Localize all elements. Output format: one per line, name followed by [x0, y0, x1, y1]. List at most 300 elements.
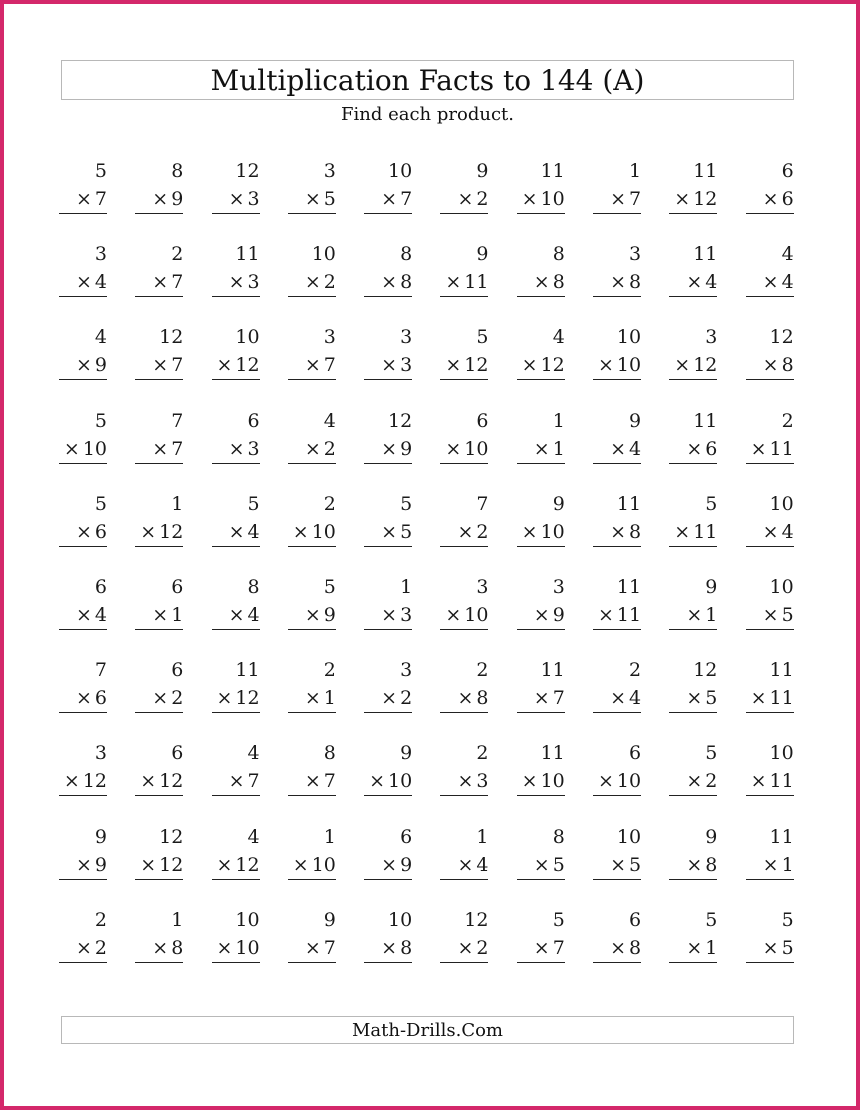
times-sign: × [762, 188, 779, 210]
multiplication-problem [364, 240, 412, 323]
multiplicand: 3 [400, 326, 413, 349]
times-sign: × [610, 936, 626, 959]
times-sign: × [381, 853, 398, 876]
multiplier-line [212, 268, 260, 297]
times-sign: × [521, 520, 538, 543]
multiplicand: 1 [171, 908, 184, 931]
multiplier-line [135, 684, 183, 713]
multiplier: 4 [94, 603, 107, 626]
multiplier: 10 [616, 354, 642, 377]
multiplication-problem [364, 739, 412, 822]
times-sign: × [597, 603, 614, 626]
multiplier: 7 [171, 437, 184, 460]
multiplicand: 11 [540, 742, 565, 765]
multiplication-problem [517, 823, 565, 906]
multiplier-line [593, 934, 641, 963]
times-sign: × [228, 188, 245, 210]
multiplier-line [288, 851, 336, 880]
multiplier: 10 [311, 853, 336, 876]
times-sign: × [152, 687, 169, 710]
multiplier-line [669, 684, 717, 713]
multiplier: 10 [540, 770, 565, 793]
times-sign: × [140, 520, 157, 543]
times-sign: × [75, 520, 92, 543]
multiplication-problem [364, 823, 412, 906]
multiplier: 6 [94, 687, 107, 710]
multiplier: 3 [476, 770, 489, 793]
multiplier: 12 [693, 354, 718, 377]
multiplier: 5 [552, 853, 565, 876]
times-sign: × [75, 936, 92, 959]
multiplication-problem [746, 407, 794, 490]
multiplier-line [212, 934, 260, 963]
multiplicand: 9 [94, 825, 107, 848]
multiplicand: 12 [464, 908, 489, 931]
multiplier: 4 [628, 687, 642, 710]
multiplier: 12 [159, 853, 184, 876]
multiplication-problem [212, 573, 260, 656]
multiplication-problem [288, 573, 336, 656]
multiplier-line [593, 601, 641, 630]
multiplicand: 7 [94, 659, 107, 682]
multiplier: 9 [552, 603, 565, 626]
multiplier-line [669, 934, 717, 963]
multiplier: 11 [769, 770, 794, 793]
multiplier-line [440, 351, 488, 380]
multiplier: 10 [540, 188, 565, 210]
multiplication-problem [135, 407, 183, 490]
multiplicand: 1 [400, 575, 413, 598]
multiplication-problem [746, 656, 794, 739]
multiplier: 11 [769, 687, 794, 710]
multiplier-line [517, 851, 565, 880]
times-sign: × [75, 271, 92, 294]
multiplication-problem [212, 323, 260, 406]
multiplicand: 2 [94, 908, 107, 931]
multiplier-line [593, 185, 641, 214]
times-sign: × [521, 770, 538, 793]
multiplier: 10 [311, 520, 336, 543]
multiplication-problem [593, 157, 641, 240]
multiplicand: 10 [388, 160, 413, 182]
multiplication-problem [364, 490, 412, 573]
multiplier-line [746, 268, 794, 297]
multiplier: 6 [94, 520, 107, 543]
multiplier-line [364, 268, 412, 297]
multiplication-problem [440, 656, 488, 739]
multiplicand: 9 [628, 409, 642, 432]
multiplier: 10 [540, 520, 565, 543]
multiplication-problem [59, 573, 107, 656]
multiplier: 9 [94, 853, 107, 876]
multiplier: 7 [400, 188, 413, 210]
times-sign: × [533, 603, 550, 626]
multiplier-line [59, 351, 107, 380]
times-sign: × [304, 770, 321, 793]
multiplier: 9 [400, 437, 413, 460]
multiplier-line [135, 435, 183, 464]
multiplier: 2 [705, 770, 718, 793]
multiplication-problem [517, 656, 565, 739]
multiplicand: 10 [769, 492, 794, 515]
multiplication-problem [59, 906, 107, 989]
multiplier-line [746, 518, 794, 547]
multiplicand: 2 [476, 742, 489, 765]
times-sign: × [674, 354, 691, 377]
multiplicand: 4 [781, 243, 794, 266]
times-sign: × [63, 437, 80, 460]
multiplier-line [212, 351, 260, 380]
multiplicand: 6 [628, 742, 642, 765]
multiplication-problem [593, 906, 641, 989]
times-sign: × [521, 354, 538, 377]
times-sign: × [216, 853, 233, 876]
multiplier: 8 [628, 271, 642, 294]
times-sign: × [304, 603, 321, 626]
times-sign: × [762, 520, 779, 543]
multiplier-line [59, 934, 107, 963]
multiplicand: 5 [705, 908, 718, 931]
multiplier: 6 [705, 437, 718, 460]
multiplicand: 9 [552, 492, 565, 515]
multiplication-problem [135, 323, 183, 406]
multiplier-line [517, 767, 565, 796]
times-sign: × [457, 936, 474, 959]
multiplier-line [746, 767, 794, 796]
multiplication-problem [517, 407, 565, 490]
multiplicand: 11 [769, 825, 794, 848]
multiplier: 8 [628, 520, 642, 543]
multiplier-line [288, 934, 336, 963]
times-sign: × [75, 603, 92, 626]
multiplicand: 8 [171, 160, 184, 182]
multiplier: 7 [628, 188, 642, 210]
multiplicand: 11 [616, 492, 642, 515]
multiplier-line [440, 767, 488, 796]
worksheet-instructions: Find each product. [341, 104, 514, 125]
multiplication-problem [669, 407, 717, 490]
times-sign: × [369, 770, 385, 793]
multiplier: 5 [323, 188, 336, 210]
times-sign: × [292, 520, 309, 543]
multiplication-problem [212, 490, 260, 573]
multiplier: 5 [400, 520, 413, 543]
multiplier: 11 [464, 271, 489, 294]
times-sign: × [445, 437, 462, 460]
multiplier-line [669, 851, 717, 880]
times-sign: × [216, 936, 233, 959]
multiplication-problem [593, 490, 641, 573]
multiplication-problem [746, 240, 794, 323]
multiplication-problem [135, 906, 183, 989]
multiplication-problem [288, 490, 336, 573]
multiplier: 12 [464, 354, 489, 377]
multiplier-line [135, 851, 183, 880]
multiplier: 1 [705, 936, 718, 959]
multiplier: 2 [476, 520, 489, 543]
multiplication-problem [440, 823, 488, 906]
times-sign: × [381, 437, 398, 460]
multiplier: 10 [235, 936, 260, 959]
times-sign: × [304, 271, 321, 294]
multiplier-line [517, 351, 565, 380]
multiplier-line [364, 934, 412, 963]
multiplication-problem [517, 906, 565, 989]
times-sign: × [457, 188, 474, 210]
multiplier: 12 [159, 770, 184, 793]
multiplier: 2 [323, 271, 336, 294]
multiplicand: 11 [235, 243, 260, 266]
multiplication-problem [593, 656, 641, 739]
multiplier-line [593, 767, 641, 796]
multiplication-problem [135, 157, 183, 240]
multiplicand: 6 [247, 409, 260, 432]
multiplier: 2 [323, 437, 336, 460]
multiplier: 4 [705, 271, 718, 294]
times-sign: × [457, 853, 474, 876]
times-sign: × [762, 271, 779, 294]
multiplicand: 5 [705, 742, 718, 765]
times-sign: × [686, 770, 703, 793]
multiplier: 3 [400, 354, 413, 377]
multiplicand: 10 [235, 908, 260, 931]
multiplicand: 11 [616, 575, 642, 598]
times-sign: × [75, 188, 92, 210]
times-sign: × [75, 687, 92, 710]
problem-grid [59, 157, 799, 989]
multiplication-problem [593, 407, 641, 490]
multiplicand: 2 [171, 243, 184, 266]
multiplication-problem [440, 407, 488, 490]
times-sign: × [381, 603, 398, 626]
multiplicand: 9 [476, 160, 489, 182]
multiplicand: 3 [552, 575, 565, 598]
multiplier-line [440, 435, 488, 464]
multiplier: 12 [540, 354, 565, 377]
multiplier-line [59, 684, 107, 713]
times-sign: × [140, 853, 157, 876]
multiplier-line [593, 851, 641, 880]
multiplication-problem [669, 490, 717, 573]
multiplicand: 5 [323, 575, 336, 598]
multiplicand: 9 [705, 825, 718, 848]
times-sign: × [686, 437, 703, 460]
multiplicand: 3 [400, 659, 413, 682]
multiplicand: 10 [769, 742, 794, 765]
multiplier: 10 [82, 437, 107, 460]
times-sign: × [228, 271, 245, 294]
multiplier: 12 [82, 770, 107, 793]
multiplier-line [440, 934, 488, 963]
multiplier: 9 [400, 853, 413, 876]
multiplication-problem [593, 739, 641, 822]
multiplier: 8 [400, 936, 413, 959]
multiplier-line [669, 601, 717, 630]
times-sign: × [152, 188, 169, 210]
multiplication-problem [135, 490, 183, 573]
multiplication-problem [669, 157, 717, 240]
multiplier: 12 [159, 520, 184, 543]
multiplication-problem [593, 240, 641, 323]
multiplication-problem [212, 157, 260, 240]
multiplication-problem [440, 490, 488, 573]
times-sign: × [533, 437, 550, 460]
multiplicand: 8 [552, 825, 565, 848]
multiplicand: 5 [552, 908, 565, 931]
multiplier-line [746, 185, 794, 214]
multiplier: 2 [476, 936, 489, 959]
multiplicand: 12 [159, 326, 184, 349]
multiplier-line [440, 601, 488, 630]
multiplier-line [669, 185, 717, 214]
multiplier: 9 [323, 603, 336, 626]
multiplier-line [364, 185, 412, 214]
multiplicand: 11 [769, 659, 794, 682]
multiplication-problem [669, 739, 717, 822]
multiplier-line [135, 351, 183, 380]
multiplicand: 6 [171, 575, 184, 598]
multiplier: 7 [94, 188, 107, 210]
multiplicand: 3 [94, 243, 107, 266]
multiplier-line [212, 435, 260, 464]
multiplier-line [364, 767, 412, 796]
multiplication-problem [135, 656, 183, 739]
multiplier: 10 [464, 437, 489, 460]
multiplier: 2 [476, 188, 489, 210]
times-sign: × [75, 354, 92, 377]
multiplier-line [440, 518, 488, 547]
multiplicand: 8 [247, 575, 260, 598]
multiplication-problem [517, 573, 565, 656]
multiplier-line [59, 767, 107, 796]
multiplication-problem [440, 906, 488, 989]
multiplier: 9 [171, 188, 184, 210]
multiplicand: 9 [476, 243, 489, 266]
times-sign: × [610, 188, 626, 210]
multiplication-problem [517, 739, 565, 822]
multiplication-problem [135, 573, 183, 656]
times-sign: × [152, 437, 169, 460]
multiplier-line [517, 185, 565, 214]
multiplicand: 1 [171, 492, 184, 515]
times-sign: × [686, 603, 703, 626]
multiplier: 12 [235, 853, 260, 876]
times-sign: × [381, 271, 398, 294]
multiplier: 2 [400, 687, 413, 710]
multiplier: 7 [323, 770, 336, 793]
multiplicand: 5 [94, 492, 107, 515]
multiplier: 4 [628, 437, 642, 460]
multiplication-problem [288, 906, 336, 989]
multiplier-line [746, 435, 794, 464]
multiplier: 1 [171, 603, 184, 626]
multiplication-problem [135, 739, 183, 822]
multiplier: 2 [94, 936, 107, 959]
multiplier-line [288, 185, 336, 214]
times-sign: × [686, 271, 703, 294]
multiplier: 8 [171, 936, 184, 959]
multiplier: 5 [781, 603, 794, 626]
multiplier-line [135, 518, 183, 547]
multiplication-problem [364, 323, 412, 406]
multiplication-problem [288, 656, 336, 739]
multiplier-line [212, 185, 260, 214]
multiplier-line [593, 268, 641, 297]
multiplier: 8 [705, 853, 718, 876]
multiplier: 4 [247, 520, 260, 543]
multiplier: 7 [171, 354, 184, 377]
multiplication-problem [59, 157, 107, 240]
multiplication-problem [746, 906, 794, 989]
multiplicand: 11 [693, 409, 718, 432]
multiplier-line [517, 601, 565, 630]
multiplier-line [669, 268, 717, 297]
times-sign: × [381, 687, 398, 710]
multiplier-line [59, 518, 107, 547]
multiplier: 11 [693, 520, 718, 543]
multiplier: 12 [235, 354, 260, 377]
multiplicand: 10 [616, 825, 642, 848]
multiplier: 1 [552, 437, 565, 460]
multiplicand: 11 [693, 243, 718, 266]
multiplier-line [746, 684, 794, 713]
multiplier: 10 [464, 603, 489, 626]
times-sign: × [381, 188, 398, 210]
times-sign: × [228, 437, 245, 460]
multiplication-problem [135, 240, 183, 323]
multiplier-line [288, 518, 336, 547]
multiplicand: 8 [323, 742, 336, 765]
multiplication-problem [212, 407, 260, 490]
times-sign: × [304, 188, 321, 210]
multiplier: 10 [388, 770, 413, 793]
multiplication-problem [59, 240, 107, 323]
times-sign: × [152, 603, 169, 626]
times-sign: × [610, 853, 626, 876]
multiplicand: 1 [323, 825, 336, 848]
multiplier-line [364, 518, 412, 547]
multiplier-line [212, 767, 260, 796]
multiplier-line [669, 518, 717, 547]
multiplier: 12 [235, 687, 260, 710]
multiplicand: 1 [476, 825, 489, 848]
multiplication-problem [746, 573, 794, 656]
multiplier: 9 [94, 354, 107, 377]
multiplier: 12 [693, 188, 718, 210]
multiplicand: 11 [540, 659, 565, 682]
times-sign: × [381, 936, 398, 959]
multiplication-problem [288, 823, 336, 906]
worksheet-title: Multiplication Facts to 144 (A) [210, 63, 645, 97]
times-sign: × [610, 687, 626, 710]
multiplicand: 3 [323, 160, 336, 182]
multiplier: 8 [552, 271, 565, 294]
multiplier-line [288, 684, 336, 713]
multiplier: 5 [705, 687, 718, 710]
multiplicand: 8 [400, 243, 413, 266]
times-sign: × [597, 354, 614, 377]
times-sign: × [762, 603, 779, 626]
multiplication-problem [59, 823, 107, 906]
multiplier-line [440, 268, 488, 297]
times-sign: × [304, 687, 321, 710]
times-sign: × [610, 437, 626, 460]
multiplication-problem [212, 656, 260, 739]
multiplication-problem [517, 240, 565, 323]
multiplicand: 1 [552, 409, 565, 432]
multiplier: 8 [628, 936, 642, 959]
multiplier-line [288, 767, 336, 796]
